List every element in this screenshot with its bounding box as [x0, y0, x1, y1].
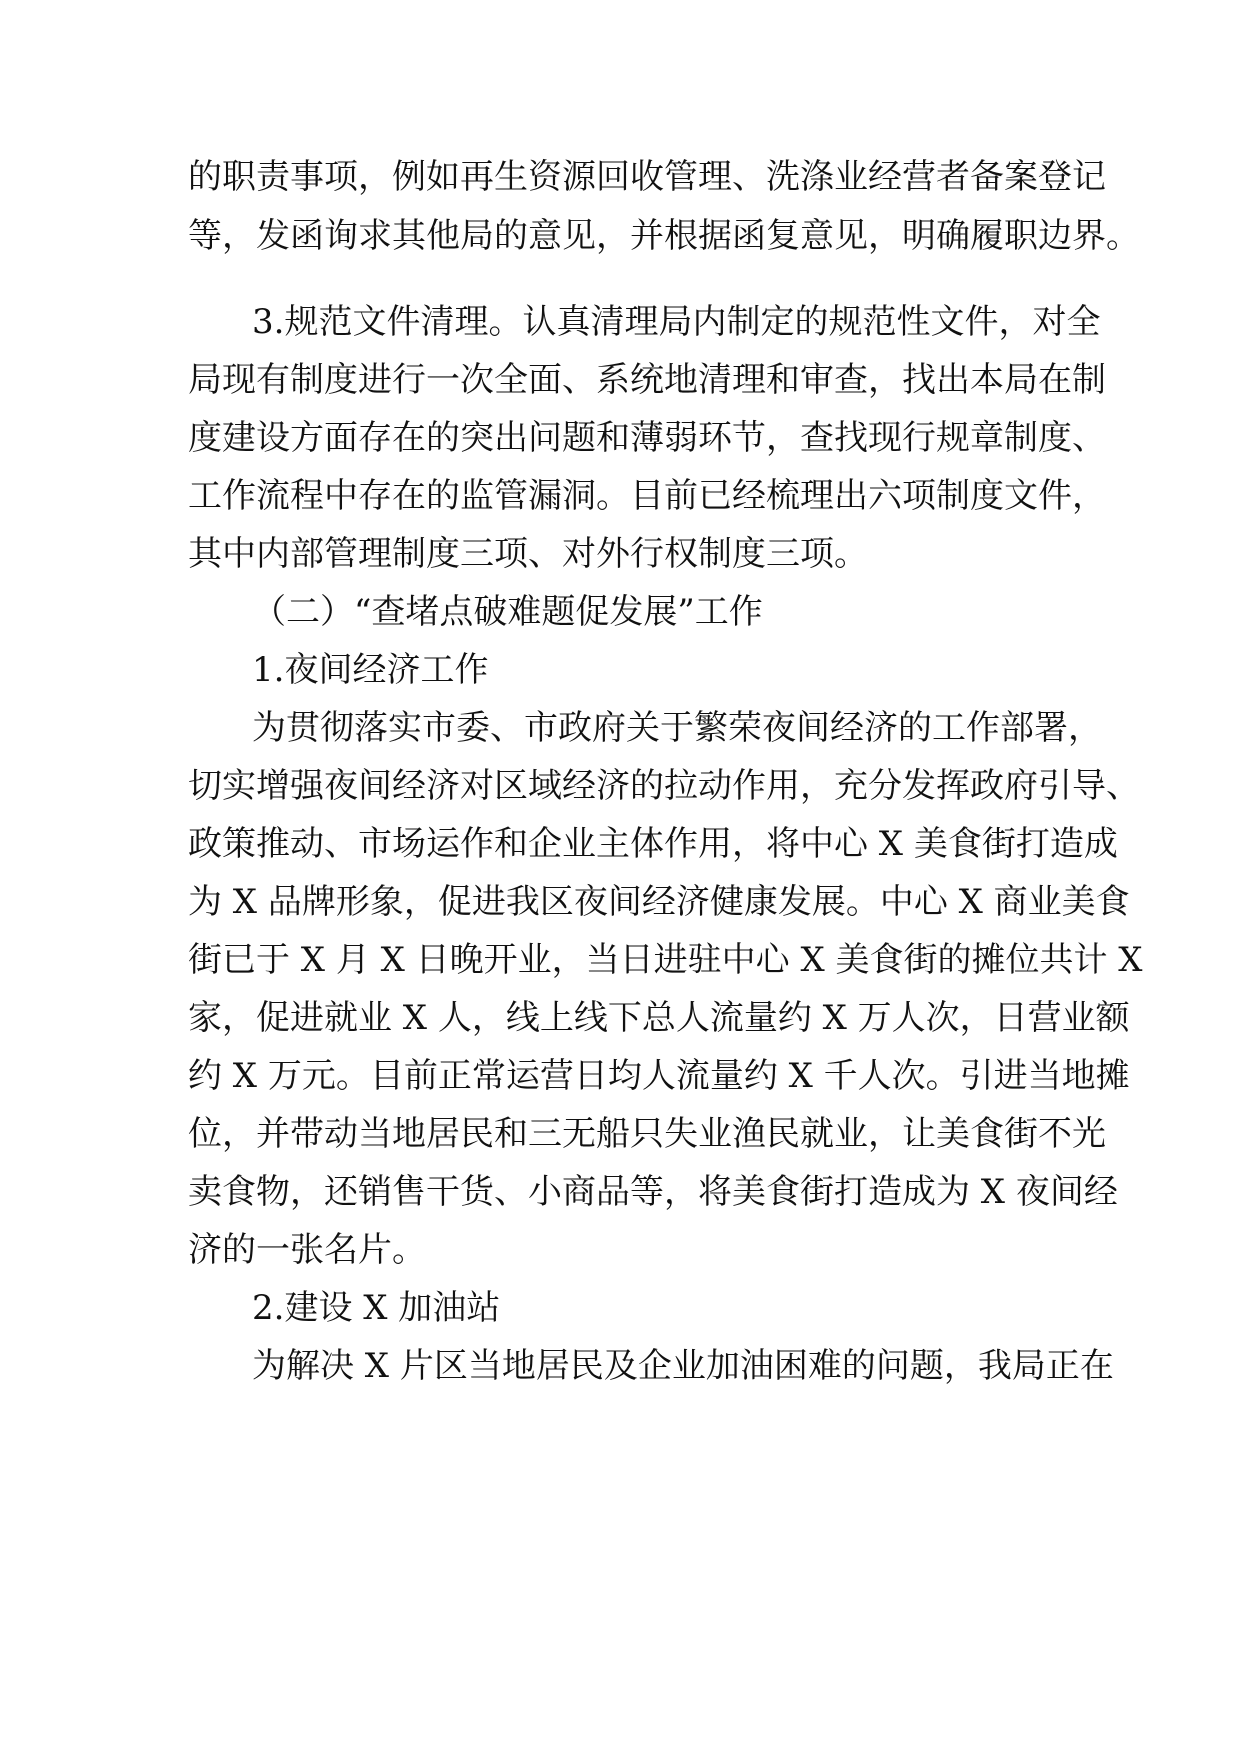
text-line-1: 的职责事项，例如再生资源回收管理、洗涤业经营者备案登记: [188, 157, 1106, 197]
text-line-11: 切实增强夜间经济对区域经济的拉动作用，充分发挥政府引导、: [188, 766, 1140, 806]
text-line-16: 约 X 万元。目前正常运营日均人流量约 X 千人次。引进当地摊: [188, 1056, 1130, 1096]
text-line-3: 3.规范文件清理。认真清理局内制定的规范性文件，对全: [252, 302, 1101, 342]
section-heading: （二）“查堵点破难题促发展”工作: [252, 592, 763, 632]
text-line-14: 街已于 X 月 X 日晚开业，当日进驻中心 X 美食街的摊位共计 X: [188, 940, 1143, 980]
text-line-15: 家，促进就业 X 人，线上线下总人流量约 X 万人次，日营业额: [188, 998, 1130, 1038]
text-line-7: 其中内部管理制度三项、对外行权制度三项。: [188, 534, 868, 574]
text-line-19: 济的一张名片。: [188, 1230, 426, 1270]
text-line-12: 政策推动、市场运作和企业主体作用，将中心 X 美食街打造成: [188, 824, 1118, 864]
text-line-17: 位，并带动当地居民和三无船只失业渔民就业，让美食街不光: [188, 1114, 1106, 1154]
text-line-13: 为 X 品牌形象，促进我区夜间经济健康发展。中心 X 商业美食: [188, 882, 1130, 922]
subsection-heading-2: 2.建设 X 加油站: [252, 1288, 501, 1328]
subsection-heading-1: 1.夜间经济工作: [252, 650, 489, 690]
text-line-10: 为贯彻落实市委、市政府关于繁荣夜间经济的工作部署，: [252, 708, 1102, 748]
text-line-4: 局现有制度进行一次全面、系统地清理和审查，找出本局在制: [188, 360, 1106, 400]
text-line-18: 卖食物，还销售干货、小商品等，将美食街打造成为 X 夜间经: [188, 1172, 1118, 1212]
text-line-5: 度建设方面存在的突出问题和薄弱环节，查找现行规章制度、: [188, 418, 1106, 458]
text-line-6: 工作流程中存在的监管漏洞。目前已经梳理出六项制度文件，: [188, 476, 1106, 516]
text-line-21: 为解决 X 片区当地居民及企业加油困难的问题，我局正在: [252, 1346, 1114, 1386]
text-line-2: 等，发函询求其他局的意见，并根据函复意见，明确履职边界。: [188, 216, 1140, 256]
